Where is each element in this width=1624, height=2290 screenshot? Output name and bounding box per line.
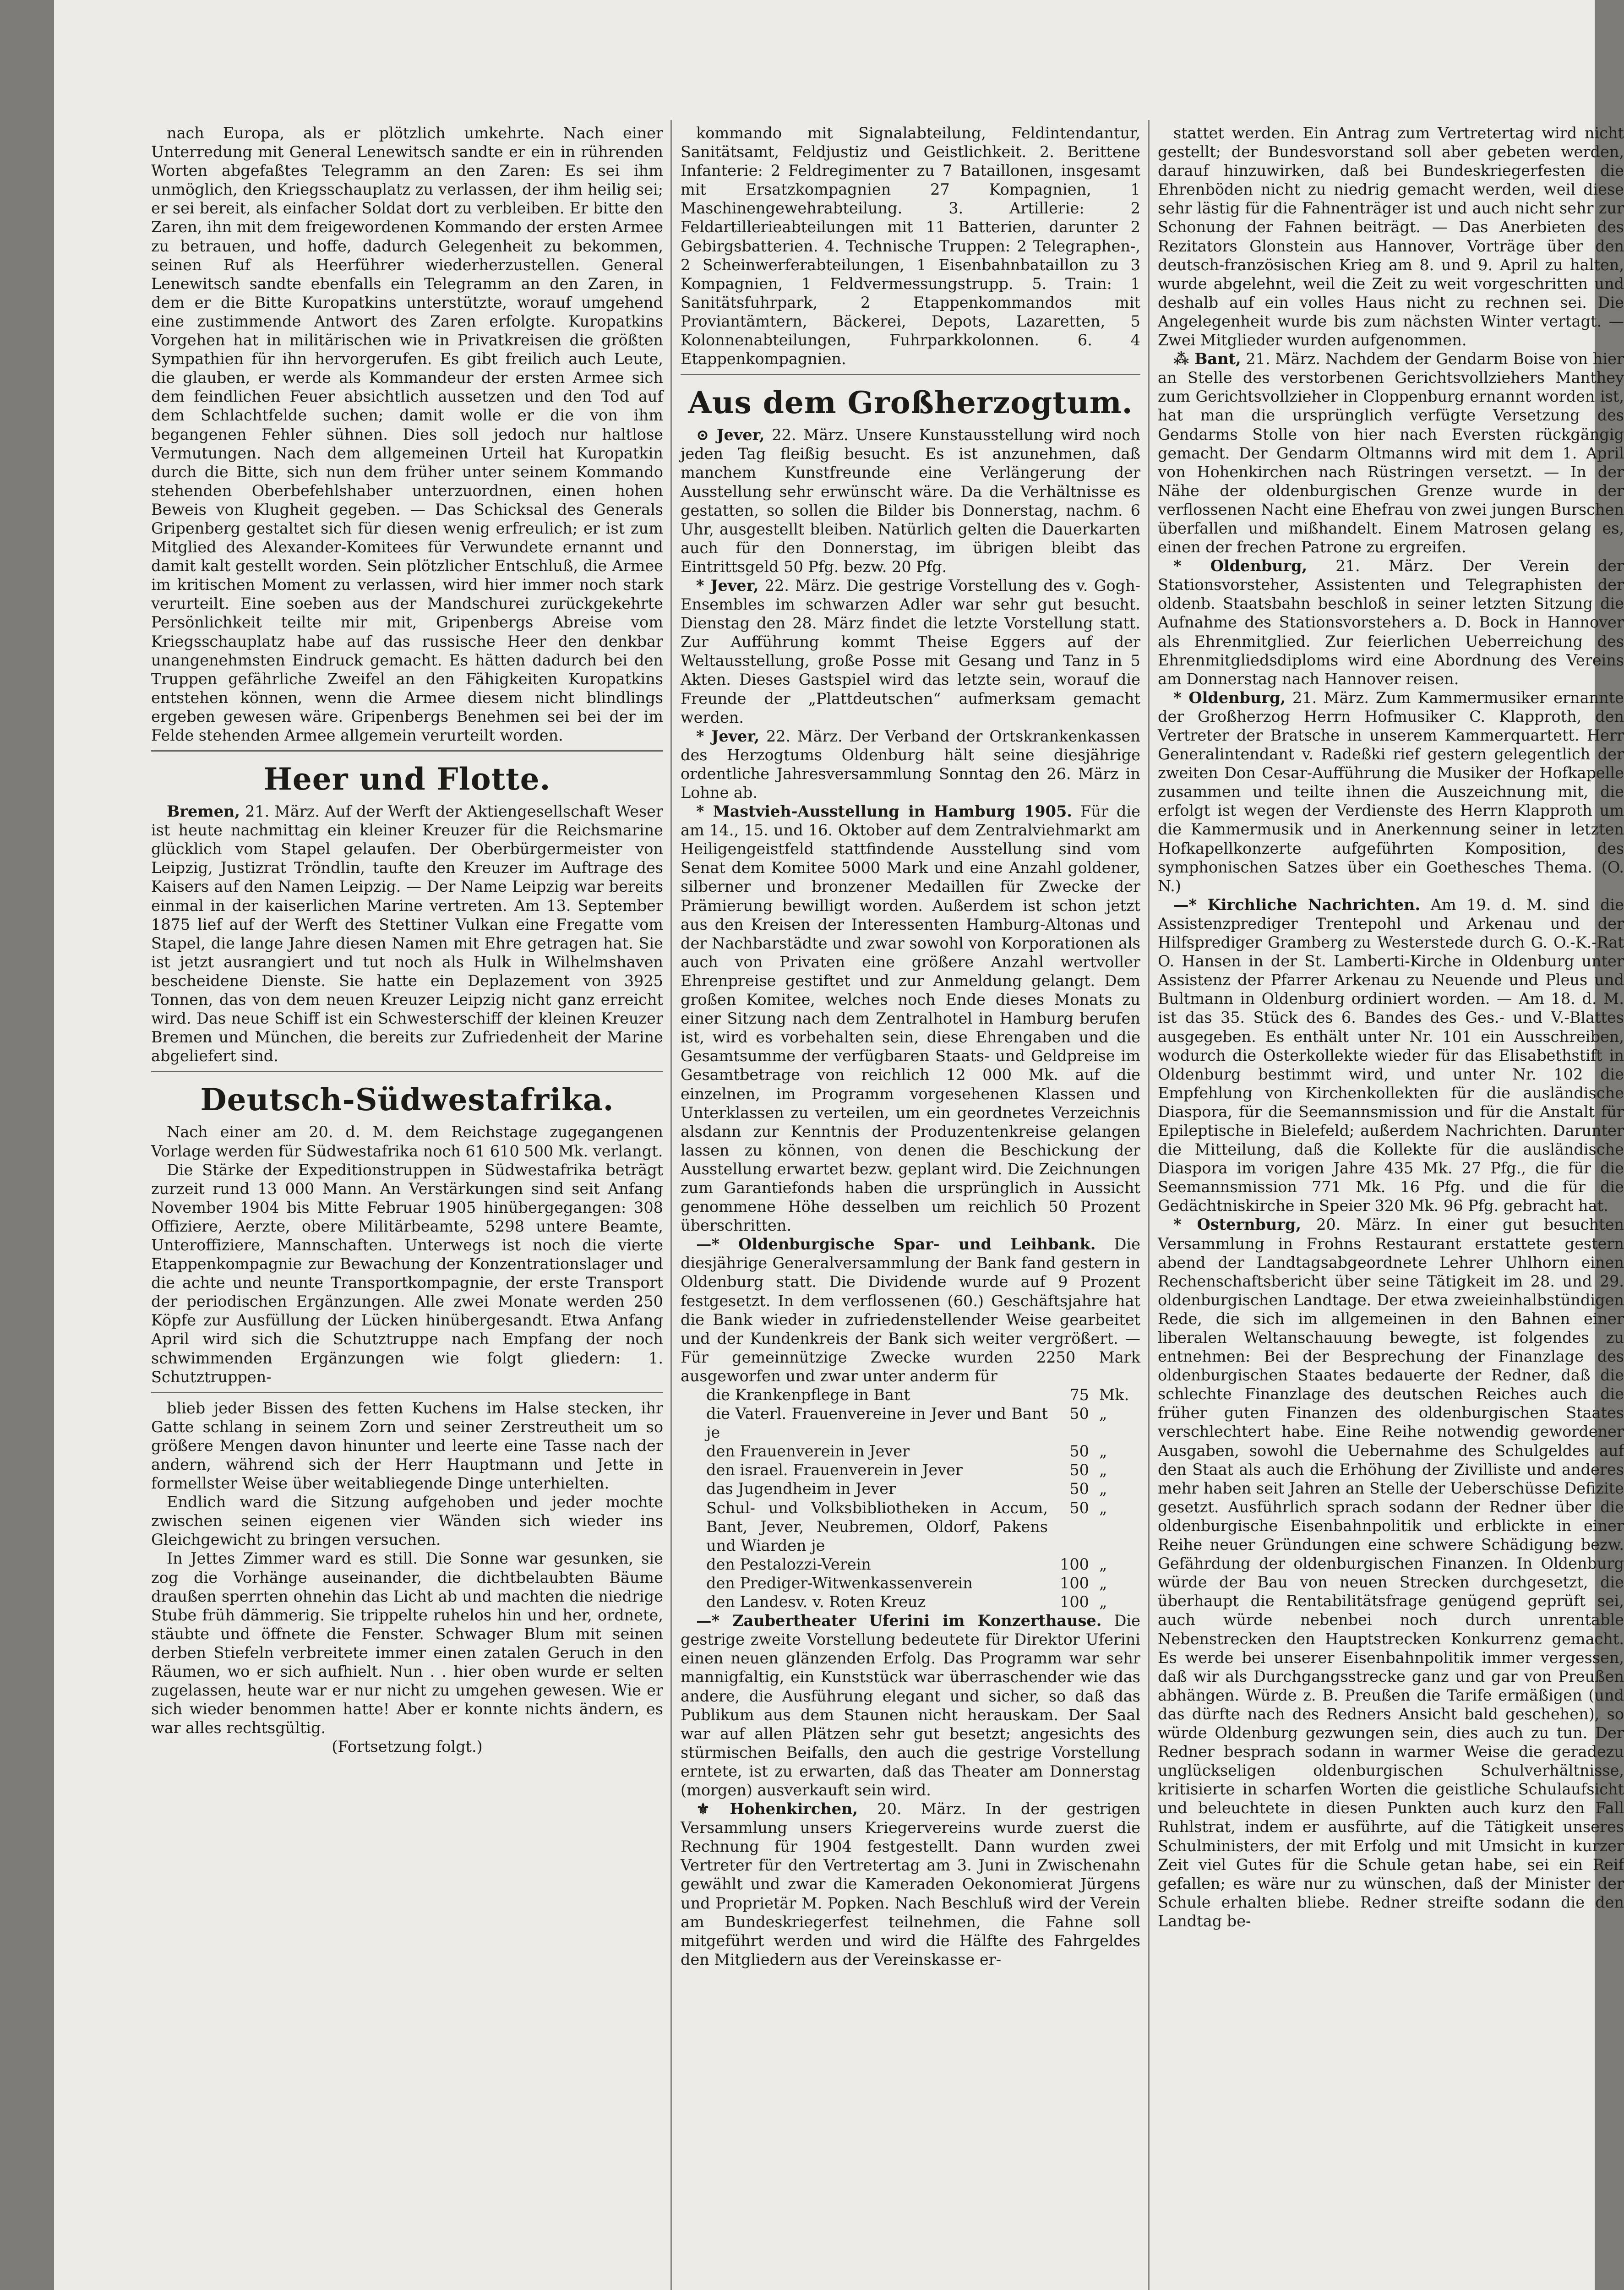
news-bremen: Bremen, 21. März. Auf der Werft der Aktiengesellschaft Weser ist heute nachmittag ein kleiner Kreuzer für die Reichsmarine glücklich vom Stapel gelaufen. Der Oberbürgermeister von Leipzig, Justizrat Tröndlin, taufte den Kreuzer im Auftrage des Kaisers auf den Namen Leipzig. — Der Name Leipzig war bereits einmal in der kaiserlichen Marine vertreten. Am 13. September 1875 lief auf der Werft des Stettiner Vulkan eine Fregatte vom Stapel, die lange Jahre diesen Namen mit Ehre getragen hat. Sie ist jetzt ausrangiert und tut noch als Hulk in Wilhelmshaven bescheidene Dienste. Sie hatte ein Deplazement von 3925 Tonnen, das von dem neuen Kreuzer Leipzig nicht ganz erreicht wird. Das neue Schiff ist ein Schwesterschiff der kleinen Kreuzer Bremen und München, die bereits zur Zufriedenheit der Marine abgeliefert sind.	[151, 802, 663, 1065]
donation-unit: „	[1099, 1405, 1107, 1423]
section-divider	[151, 750, 663, 752]
donation-amount: 50	[1069, 1405, 1089, 1423]
news-mastvieh: * Mastvieh-Ausstellung in Hamburg 1905. Für die am 14., 15. und 16. Oktober auf dem Zentralviehmarkt am Heiligengeistfeld stattfindende Ausstellung sind vom Senat dem Komitee 5000 Mark und eine Anzahl goldener, silberner und bronzener Medaillen für Zwecke der Prämierung bewilligt worden. Außerdem ist schon jetzt aus den Kreisen der Interessenten Hamburg-Altonas und der Nachbarstädte und zwar sowohl von Korporationen als auch von Privaten eine größere Anzahl wertvoller Ehrenpreise gestiftet und zur Anmeldung gelangt. Dem großen Komitee, welches noch Ende dieses Monats zu einer Sitzung nach dem Zentralhotel in Hamburg berufen ist, wird es vorbehalten sein, diese Ehrengaben und die Gesamtsumme der verfügbaren Staats- und Geldpreise im Gesamtbetrage von reichlich 12 000 Mk. auf die einzelnen, im Programm vorgesehenen Klassen und Unterklassen zu verteilen, um ein geordnetes Verzeichnis alsdann zur Kenntnis der Produzentenkreise gelangen lassen zu können, von denen die Beschickung der Ausstellung erwartet bezw. geplant wird. Die Zeichnungen zum Garantiefonds haben die ursprünglich in Aussicht genommene Höhe desselben um reichlich 50 Prozent überschritten.	[681, 802, 1140, 1235]
donation-unit: „	[1099, 1461, 1107, 1479]
feuilleton-paragraph: In Jettes Zimmer ward es still. Die Sonne war gesunken, sie zog die Vorhänge auseinander, die dichtbelaubten Bäume draußen sperrten ohnehin das Licht ab und machten die niedrige Stube früh dämmerig. Sie trippelte ruhelos hin und her, ordnete, stäubte und öffnete die Fenster. Schwager Blum mit seinen derben Stiefeln verbreitete immer einen zatalen Geruch in den Räumen, wo er sich aufhielt. Nun . . hier oben wurde er selten zugelassen, heute war er nur nicht zu umgehen gewesen. Wie er sich wieder benommen hatte! Aber er konnte nichts ändern, es war alles rechtsgültig.	[151, 1549, 663, 1737]
feuilleton-continued: (Fortsetzung folgt.)	[332, 1738, 483, 1756]
newspaper-page	[54, 0, 1624, 2290]
donation-name: den Landesv. v. Roten Kreuz	[706, 1593, 926, 1611]
news-oldenburg-kammermusik: * Oldenburg, 21. März. Zum Kammermusiker ernannte der Großherzog Herrn Hofmusiker C. Klapproth, den Vertreter der Bratsche in unserem Kammerquartett. Herr Generalintendant v. Radeßki rief gestern gelegentlich der zweiten Don Cesar-Aufführung die Musiker der Hofkapelle zusammen und teilte ihnen die Auszeichnung mit, die erfolgt ist wegen der Verdienste des Herrn Klapproth um die Kammermusik und in Anerkennung seiner in letzten Hofkapellkonzerte aufgeführten Komposition, des symphonischen Satzes über ein Goethesches Thema. (O. N.)	[1158, 688, 1624, 895]
column-2	[681, 124, 1140, 2290]
donation-unit: „	[1099, 1593, 1107, 1611]
donation-row	[681, 1555, 1140, 1574]
news-bant: ⁂ Bant, 21. März. Nachdem der Gendarm Boise von hier an Stelle des verstorbenen Gerichtsvollziehers Manthey zum Gerichtsvollzieher in Cloppenburg ernannt worden ist, hat man die ursprünglich verfügte Versetzung des Gendarms Stolle von hier nach Eversten rückgängig gemacht. Der Gendarm Oltmanns wird mit dem 1. April von Hohenkirchen nach Rüstringen versetzt. — In der Nähe der oldenburgischen Grenze wurde in der verflossenen Nacht eine Ehefrau von zwei jungen Burschen überfallen und mißhandelt. Einem Matrosen gelang es, einen der frechen Patrone zu ergreifen.	[1158, 350, 1624, 556]
donation-unit: „	[1099, 1480, 1107, 1498]
donation-row	[681, 1385, 1140, 1404]
news-leihbank: —* Oldenburgische Spar- und Leihbank. Die diesjährige Generalversammlung der Bank fand gestern in Oldenburg statt. Die Dividende wurde auf 9 Prozent festgesetzt. In dem verflossenen (60.) Geschäftsjahre hat die Bank wieder in zufriedenstellender Weise gearbeitet und der Kundenkreis der Bank sich weiter vergrößert. — Für gemeinnützige Zwecke wurden 2250 Mark ausgeworfen und zwar unter anderm für	[681, 1235, 1140, 1385]
news-jever-krankenkassen: * Jever, 22. März. Der Verband der Ortskrankenkassen des Herzogtums Oldenburg hält seine diesjährige ordentliche Jahresversammlung Sonntag den 26. März in Lohne ab.	[681, 727, 1141, 802]
headline-mastvieh: * Mastvieh-Ausstellung in Hamburg 1905.	[696, 802, 1072, 821]
donation-name: die Krankenpflege in Bant	[706, 1386, 910, 1404]
donation-unit: „	[1099, 1555, 1107, 1573]
heading-grossherzogtum: Aus dem Großherzogtum.	[688, 385, 1133, 421]
donation-name: den Pestalozzi-Verein	[706, 1555, 871, 1573]
donation-name: die Vaterl. Frauenvereine in Jever und Bant je	[706, 1405, 1048, 1442]
donation-row	[681, 1442, 1140, 1461]
section-divider	[151, 1071, 663, 1072]
headline-leihbank: —* Oldenburgische Spar- und Leihbank.	[696, 1235, 1096, 1254]
dateline-hohenkirchen: ⚜ Hohenkirchen,	[696, 1800, 858, 1818]
donation-name: den Frauenverein in Jever	[706, 1442, 910, 1461]
donation-row	[681, 1574, 1140, 1592]
donation-amount: 100	[1060, 1555, 1089, 1573]
kuropatkin-article: nach Europa, als er plötzlich umkehrte. Nach einer Unterredung mit General Lenewitsch sandte er ein in rührenden Worten abgefaßtes Telegramm an den Zaren: Es sei ihm unmöglich, den Kriegsschauplatz zu verlassen, der ihm heilig sei; er sei bereit, als einfacher Soldat dort zu verbleiben. Er bitte den Zaren, ihn mit dem freigewordenen Kommando der ersten Armee zu betrauen, und hoffe, dadurch Gelegenheit zu bekommen, seinen Ruf als Heerführer wiederherzustellen. General Lenewitsch sandte ebenfalls ein Telegramm an den Zaren, in dem er die Bitte Kuropatkins unterstützte, worauf umgehend eine zustimmende Antwort des Zaren erfolgte. Kuropatkins Vorgehen hat in militärischen wie in Privatkreisen die größten Sympathien für ihn hervorgerufen. Es gibt freilich auch Leute, die glauben, er werde als Kommandeur der ersten Armee sich dem feindlichen Feuer absichtlich aussetzen und den Tod auf dem Schlachtfelde suchen; damit wolle er die von ihm begangenen Fehler sühnen. Dies soll jedoch nur haltlose Vermutungen. Nach dem allgemeinen Urteil hat Kuropatkin durch die Bitte, sich nun dem früher unter seinem Kommando stehenden Oberbefehlshaber unterzuordnen, einen hohen Beweis von Klugheit gegeben. — Das Schicksal des Generals Gripenberg gestaltet sich für diesen wenig erfreulich; er ist zum Mitglied des Alexander-Komitees für Verwundete ernannt und damit kalt gestellt worden. Sein plötzlicher Entschluß, die Armee im kritischen Moment zu verlassen, wird hier immer noch stark verurteilt. Eine soeben aus der Mandschurei zurückgekehrte Persönlichkeit teilte mir mit, Gripenbergs Abreise vom Kriegsschauplatz habe auf das russische Heer den denkbar unangenehmsten Eindruck gemacht. Es hätten dadurch bei den Truppen gefährliche Zweifel an den Fähigkeiten Kuropatkins entstehen können, wenn die Armee diesem nicht blindlings ergeben gewesen wäre. Gripenbergs Benehmen sei bei der im Felde stehenden Armee allgemein verurteilt worden.	[151, 124, 663, 744]
donation-name: Schul- und Volksbibliotheken in Accum, Bant, Jever, Neubremen, Oldorf, Pakens und Wiarden je	[706, 1499, 1048, 1554]
donation-row	[681, 1479, 1140, 1498]
heading-deutsch-suedwestafrika: Deutsch-Südwestafrika.	[200, 1082, 614, 1118]
feuilleton-divider	[151, 1392, 663, 1393]
donation-list	[681, 1385, 1140, 1611]
donation-amount: 100	[1060, 1574, 1089, 1592]
section-divider	[681, 374, 1140, 375]
donation-amount: 75	[1069, 1386, 1089, 1404]
donation-unit: Mk.	[1099, 1386, 1129, 1404]
column-rule-left	[670, 120, 672, 2290]
news-dsw-vorlage: Nach einer am 20. d. M. dem Reichstage zugegangenen Vorlage werden für Südwestafrika noch 61 610 500 Mk. verlangt.	[151, 1123, 663, 1160]
donation-name: den israel. Frauenverein in Jever	[706, 1461, 963, 1479]
dateline-jever: * Jever,	[696, 576, 759, 594]
donation-row	[681, 1592, 1140, 1611]
feuilleton-paragraph: Endlich ward die Sitzung aufgehoben und jeder mochte zwischen seinen eigenen vier Wänden sich wieder ins Gleichgewicht zu bringen versuchen.	[151, 1493, 663, 1549]
headline-zaubertheater: —* Zaubertheater Uferini im Konzerthause.	[696, 1612, 1102, 1630]
column-1	[151, 124, 663, 2290]
donation-name: das Jugendheim in Jever	[706, 1480, 896, 1498]
donation-amount: 50	[1069, 1461, 1089, 1479]
donation-name: den Prediger-Witwenkassenverein	[706, 1574, 973, 1592]
donation-amount: 50	[1069, 1499, 1089, 1517]
dateline-osternburg: * Osternburg,	[1173, 1216, 1301, 1234]
news-kirchliche-nachrichten: —* Kirchliche Nachrichten. Am 19. d. M. sind die Assistenzprediger Trentepohl und Arkenau und der Hilfsprediger Gramberg zu Westerstede durch G. O.-K.-Rat O. Hansen in der St. Lamberti-Kirche in Oldenburg unter Assistenz der Pfarrer Arkenau zu Neuende und Pleus und Bultmann in Oldenburg ordiniert worden. — Am 18. d. M. ist das 35. Stück des 6. Bandes des Ges.- und V.-Blattes ausgegeben. Es enthält unter Nr. 101 ein Ausschreiben, wodurch die Osterkollekte wieder für das Elisabethstift in Oldenburg bestimmt wird, und unter Nr. 102 die Empfehlung von Kirchenkollekten für die ausländische Diaspora, für die Seemannsmission und für die Anstalt für Epileptische in Bielefeld; außerdem Nachrichten. Darunter die Mitteilung, daß die Kollekte für die ausländische Diaspora im vorigen Jahre 435 Mk. 27 Pfg., die für die Seemannsmission 771 Mk. 16 Pfg. und die für die Gedächtniskirche in Speier 320 Mk. 96 Pfg. gebracht hat.	[1158, 895, 1624, 1215]
donation-amount: 100	[1060, 1593, 1089, 1611]
donation-row	[681, 1404, 1140, 1442]
news-oldenburg-verein: * Oldenburg, 21. März. Der Verein der Stationsvorsteher, Assistenten und Telegraphisten der oldenb. Staatsbahn beschloß in seiner letzten Sitzung die Aufnahme des Stationsvorstehers a. D. Bock in Hannover als Ehrenmitglied. Zur feierlichen Ueberreichung des Ehrenmitgliedsdiploms wird eine Abordnung des Vereins am Donnerstag nach Hannover reisen.	[1158, 557, 1624, 688]
dateline-bant: ⁂ Bant,	[1173, 350, 1241, 368]
dateline-oldenburg: * Oldenburg,	[1173, 688, 1286, 707]
donation-amount: 50	[1069, 1480, 1089, 1498]
headline-kirchliche-nachrichten: —* Kirchliche Nachrichten.	[1173, 895, 1421, 914]
news-osternburg: * Osternburg, 20. März. In einer gut besuchten Versammlung in Frohns Restaurant erstattete gestern abend der Landtagsabgeordnete Lehrer Uhlhorn einen Rechenschaftsbericht über seine Tätigkeit im 28. und 29. oldenburgischen Landtage. Der etwa zweieinhalbstündigen Rede, die sich im allgemeinen in den Bahnen einer liberalen Weltanschauung bewegte, ist folgendes zu entnehmen: Bei der Besprechung der Finanzlage des oldenburgischen Staates bedauerte der Redner, daß die schlechte Finanzlage des deutschen Reiches auch die früher guten Finanzen des oldenburgischen Staates verschlechtert habe. Eine Reihe notwendig gewordener Ausgaben, sowohl die Uebernahme des Schulgeldes auf den Staat als auch die Erhöhung der Zivilliste und anderes mehr haben seit Jahren an Stelle der Ueberschüsse Defizite gesetzt. Ausführlich sprach sodann der Redner über die oldenburgische Eisenbahnpolitik und erblickte in einer Reihe neuer Gründungen eine schwere Schädigung bezw. Gefährdung der oldenburgischen Finanzen. In Oldenburg würde der Bau von neuen Strecken durchgesetzt, die überhaupt die Rentabilitätsfrage genügend geprüft sei, auch würde nebenbei noch durch unrentable Nebenstrecken den Hauptstrecken Konkurrenz gemacht. Es werde bei unserer Eisenbahnpolitik immer vergessen, daß wir als Durchgangsstrecke ganz und gar von Preußen abhängen. Würde z. B. Preußen die Tarife ermäßigen (und das dürfte nach des Redners Ansicht bald geschehen), so würde Oldenburg gezwungen sein, dies auch zu tun. Der Redner besprach sodann in warmer Weise die geradezu unglückseligen oldenburgischen Schulverhältnisse, kritisierte in scharfen Worten die geistliche Schulaufsicht und beleuchtete in diesen Punkten auch kurz den Fall Ruhlstrat, indem er ausführte, auf die Tätigkeit unseres Schulministers, der mit Erfolg und mit Umsicht in kurzer Zeit viel Gutes für die Schule getan habe, sei ein Reif gefallen; es wäre nur zu wünschen, daß der Minister der Schule erhalten bliebe. Redner streifte sodann die den Landtag be-	[1158, 1216, 1624, 1930]
donation-unit: „	[1099, 1574, 1107, 1592]
news-zaubertheater: —* Zaubertheater Uferini im Konzerthause. Die gestrige zweite Vorstellung bedeutete für Direktor Uferini einen neuen glänzenden Erfolg. Das Programm war sehr mannigfaltig, ein Kunststück war überraschender wie das andere, die Ausführung elegant und sicher, so daß das Publikum aus dem Staunen nicht herauskam. Der Saal war auf allen Plätzen sehr gut besetzt; angesichts des stürmischen Beifalls, den auch die gestrige Vorstellung erntete, ist zu erwarten, daß das Theater am Donnerstag (morgen) ausverkauft sein wird.	[681, 1612, 1140, 1799]
dateline-oldenburg: * Oldenburg,	[1173, 557, 1308, 575]
donation-unit: „	[1099, 1499, 1107, 1517]
donation-amount: 50	[1069, 1442, 1089, 1461]
dateline-bremen: Bremen,	[167, 802, 240, 821]
column-rule-right	[1148, 120, 1150, 2290]
news-dsw-truppen: Die Stärke der Expeditionstruppen in Südwestafrika beträgt zurzeit rund 13 000 Mann. An Verstärkungen sind seit Anfang November 1904 bis Mitte Februar 1905 hinübergegangen: 308 Offiziere, Aerzte, obere Militärbeamte, 5298 untere Beamte, Unteroffiziere, Mannschaften. Unterwegs ist noch die vierte Etappenkompagnie zur Bewachung der Konzentrationslager und die achte und neunte Transportkompagnie, der erste Transport der periodischen Ergänzungen. Alle zwei Monate werden 250 Köpfe zur Ausfüllung der Lücken hinübergesandt. Etwa Anfang April wird sich die Schutztruppe nach Empfang der noch schwimmenden Ergänzungen wie folgt gliedern: 1. Schutztruppen-	[151, 1161, 663, 1386]
dateline-jever: ⊙ Jever,	[696, 426, 765, 444]
donation-row	[681, 1461, 1140, 1479]
donation-row	[681, 1499, 1140, 1555]
news-dsw-gliederung: kommando mit Signalabteilung, Feldintendantur, Sanitätsamt, Feldjustiz und Geistlichkeit. 2. Berittene Infanterie: 2 Feldregimenter zu 7 Bataillonen, insgesamt mit Ersatzkompagnien 27 Kompagnien, 1 Maschinengewehrabteilung. 3. Artillerie: 2 Feldartillerieabteilungen mit 11 Batterien, darunter 2 Gebirgsbatterien. 4. Technische Truppen: 2 Telegraphen-, 2 Scheinwerferabteilungen, 1 Eisenbahnbataillon zu 3 Kompagnien, 1 Feldvermessungstrupp. 5. Train: 1 Sanitätsfuhrpark, 2 Etappenkommandos mit Proviantämtern, Bäckerei, Depots, Lazaretten, 5 Kolonnenabteilungen, Fuhrparkkolonnen. 6. 4 Etappenkompagnien.	[681, 124, 1140, 368]
news-hohenkirchen-cont: stattet werden. Ein Antrag zum Vertretertag wird nicht gestellt; der Bundesvorstand soll aber gebeten werden, darauf hinzuwirken, daß bei Bundeskriegerfesten die Ehrenböden nicht zu niedrig gemacht werden, weil diese sehr lästig für die Fahnenträger ist und auch nicht sehr zur Schonung der Fahnen beiträgt. — Das Anerbieten des Rezitators Glonstein aus Hannover, Vorträge über den deutsch-französischen Krieg am 8. und 9. April zu halten, wurde abgelehnt, weil die Zeit zu weit vorgeschritten und deshalb auf ein volles Haus nicht zu rechnen sei. Die Angelegenheit wurde bis zum nächsten Winter vertagt. — Zwei Mitglieder wurden aufgenommen.	[1158, 124, 1624, 349]
feuilleton-paragraph: blieb jeder Bissen des fetten Kuchens im Halse stecken, ihr Gatte schlang in seinem Zorn und seiner Zerstreutheit um so größere Mengen davon hinunter und leerte eine Tasse nach der andern, während sich der Herr Hauptmann und Jette in formellster Weise über weitabliegende Dinge unterhielten.	[151, 1399, 663, 1493]
news-hohenkirchen: ⚜ Hohenkirchen, 20. März. In der gestrigen Versammlung unsers Kriegervereins wurde zuerst die Rechnung für 1904 festgestellt. Dann wurden zwei Vertreter für den Vertretertag am 3. Juni in Zwischenahn gewählt und zwar die Kameraden Oekonomierat Jürgens und Proprietär M. Popken. Nach Beschluß wird der Verein am Bundeskriegerfest teilnehmen, die Fahne soll mitgeführt werden und wird die Hälfte des Fahrgeldes den Mitgliedern aus der Vereinskasse er-	[681, 1800, 1140, 1968]
news-jever-theater: * Jever, 22. März. Die gestrige Vorstellung des v. Gogh-Ensembles im schwarzen Adler war sehr gut besucht. Dienstag den 28. März findet die letzte Vorstellung statt. Zur Aufführung kommt Theise Eggers auf der Weltausstellung, große Posse mit Gesang und Tanz in 5 Akten. Dieses Gastspiel wird das letzte sein, worauf die Freunde der „Plattdeutschen“ aufmerksam gemacht werden.	[681, 576, 1140, 726]
dateline-jever: * Jever,	[696, 727, 760, 745]
news-jever-kunst: ⊙ Jever, 22. März. Unsere Kunstausstellung wird noch jeden Tag fleißig besucht. Es ist anzunehmen, daß manchem Kunstfreunde eine Verlängerung der Ausstellung sehr erwünscht wäre. Da die Verhältnisse es gestatten, so sollen die Bilder bis Donnerstag, nachm. 6 Uhr, ausgestellt bleiben. Natürlich gelten die Dauerkarten auch für den Donnerstag, im übrigen bleibt das Eintrittsgeld 50 Pfg. bezw. 20 Pfg.	[681, 426, 1140, 576]
column-3	[1158, 124, 1624, 2290]
donation-unit: „	[1099, 1442, 1107, 1461]
heading-heer-und-flotte: Heer und Flotte.	[263, 761, 551, 797]
